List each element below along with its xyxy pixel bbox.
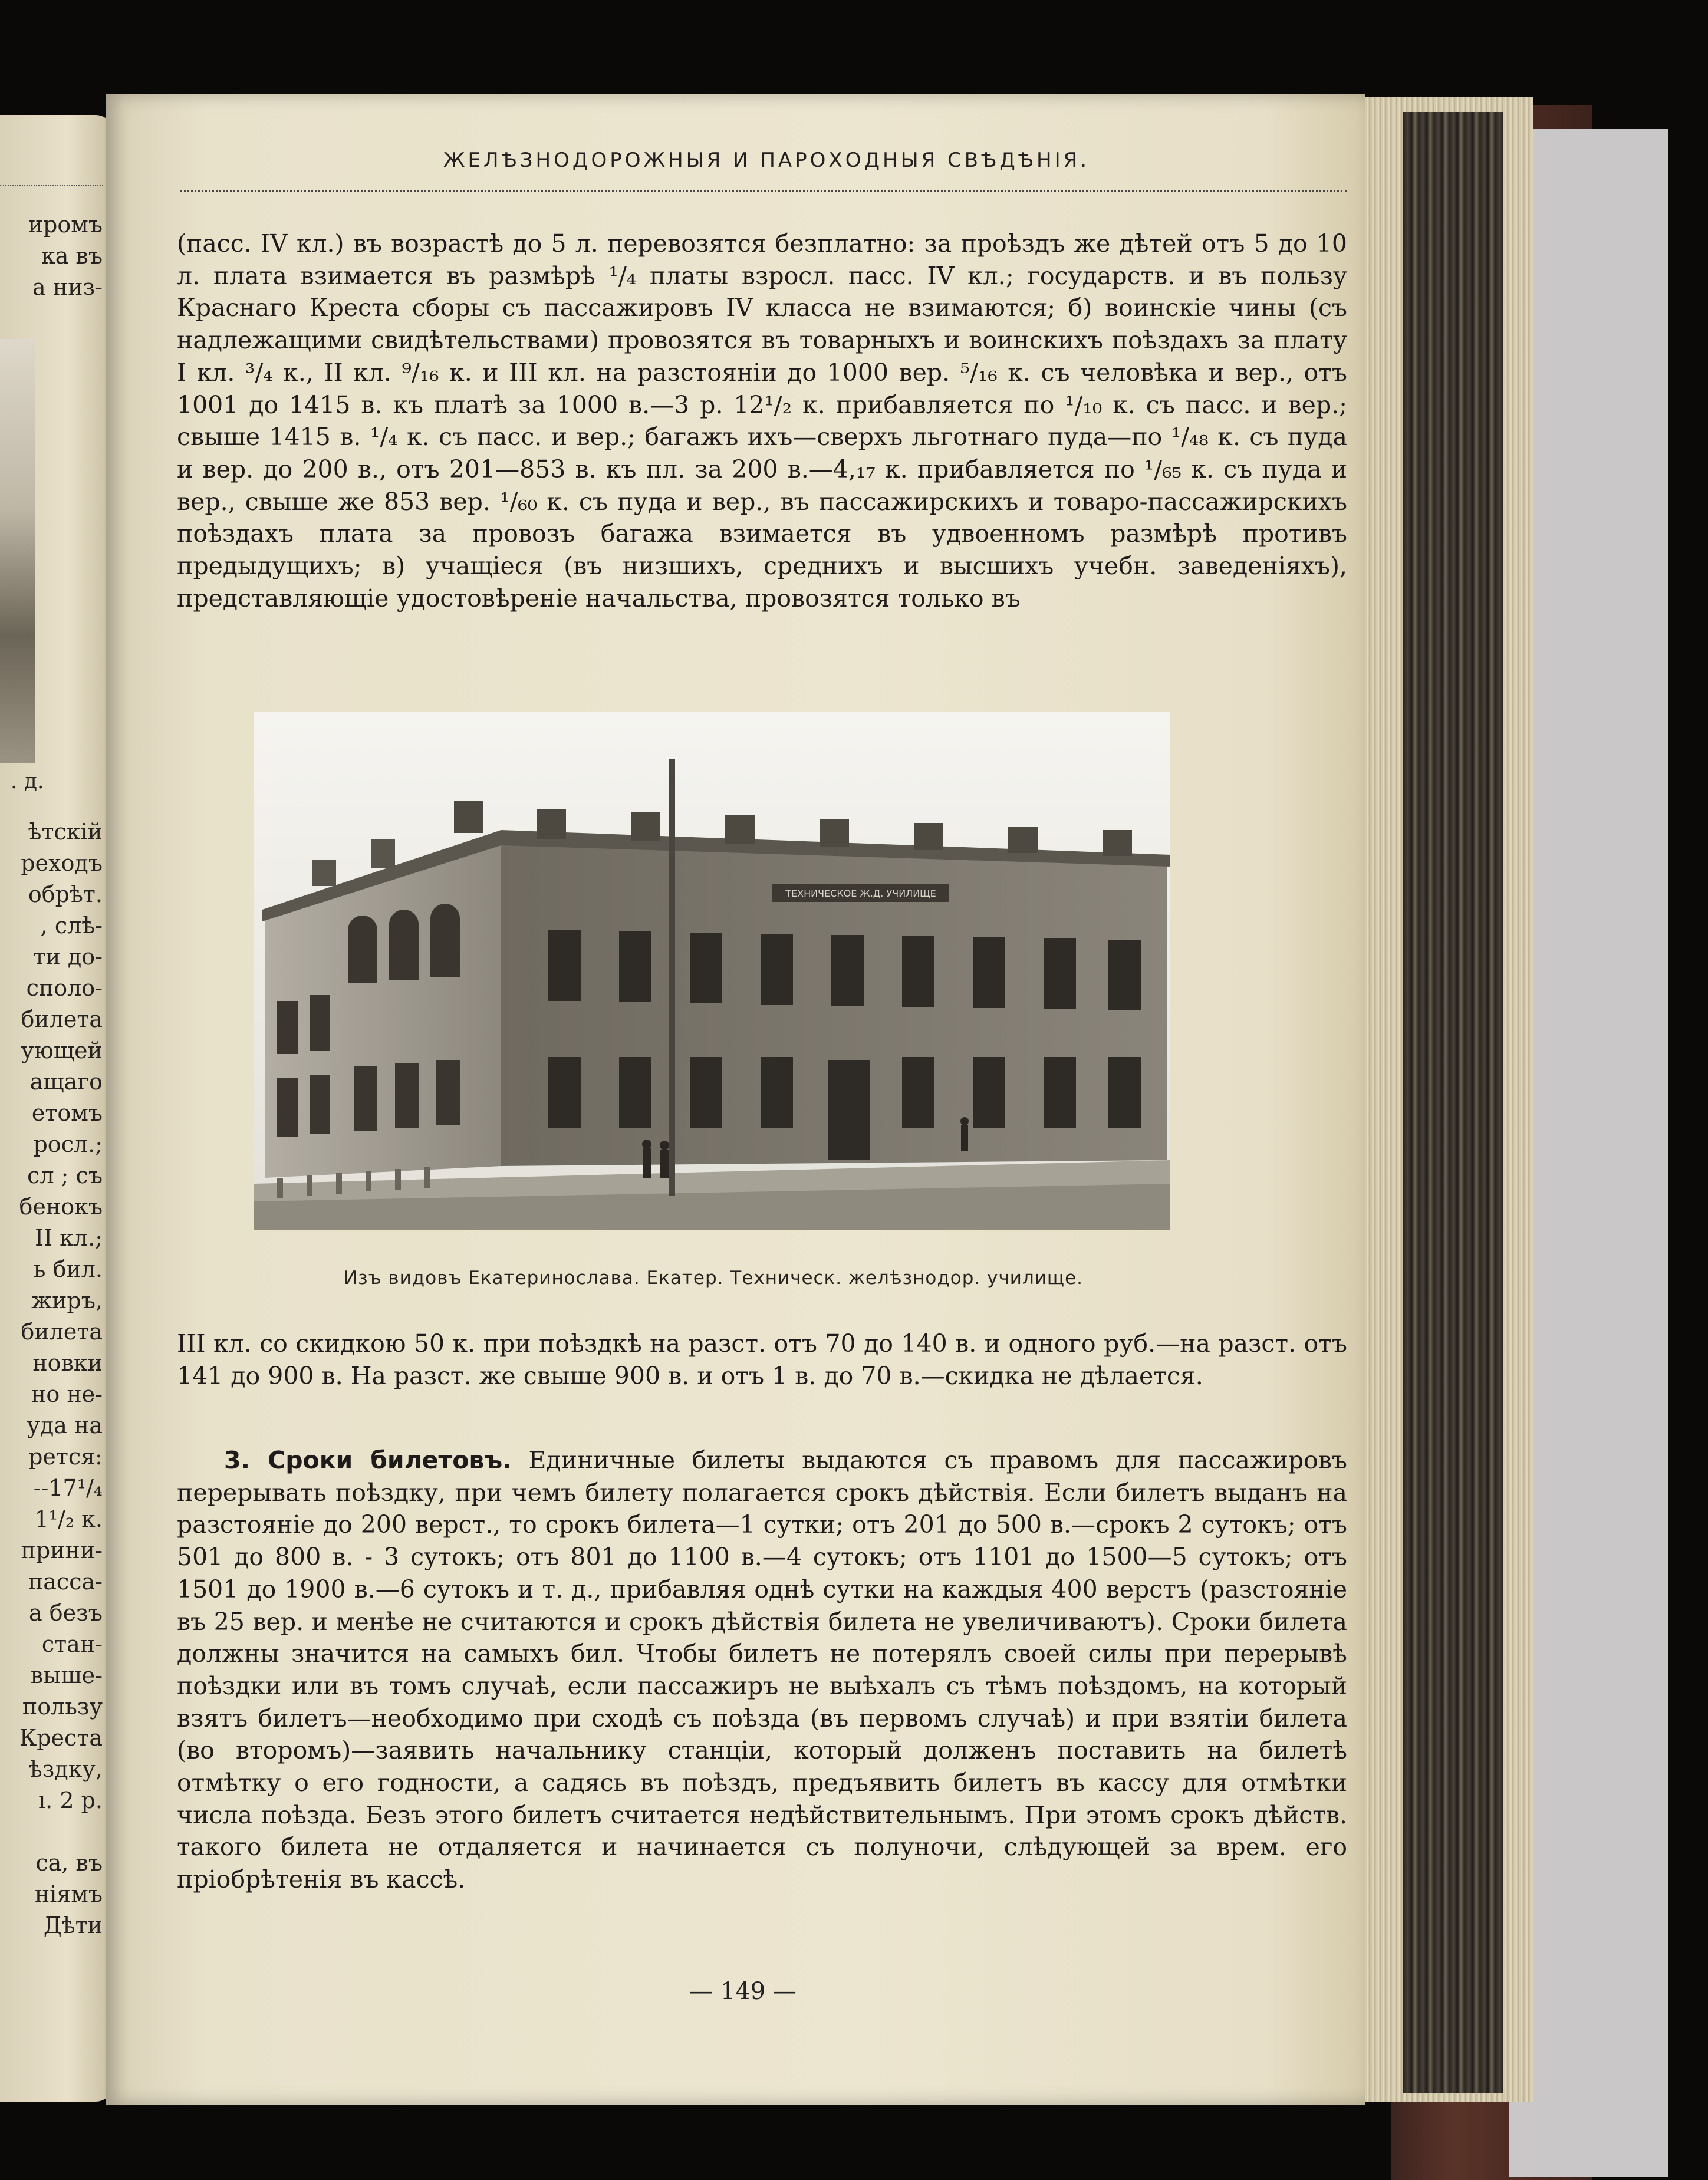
left-page-bottom-line: ь бил. [33,1256,103,1282]
left-page-bottom-line: но не- [31,1381,103,1407]
section-body: Единичные билеты выдаются съ правомъ для пассажировъ перерывать поѣздку, при чемъ билету полагается срокъ дѣйствія. Если билетъ выданъ на разстояніе до 200 верст., то срокъ билета—1 сутки; отъ 201 до 500 в.—срокъ 2 сутокъ; отъ 501 до 800 в. - 3 сутокъ; отъ 801 до 1100 в.—4 сутокъ; отъ 1101 до 1500—5 сутокъ; отъ 1501 до 1900 в.—6 сутокъ и т. д., прибавляя однѣ сутки на каждыя 400 верстъ (разстояніе въ 25 вер. и менѣе не считаются и срокъ дѣйствія билета не увеличиваютъ). Сроки билета должны значится на самыхъ бил. Чтобы билетъ не потерялъ своей силы при перерывѣ поѣздки или въ томъ случаѣ, если пассажиръ не выѣхалъ съ тѣмъ поѣздомъ, на который взятъ билетъ—необходимо при сходѣ съ поѣзда (въ первомъ случаѣ) и при взятіи билета (во второмъ)—заявить начальнику станціи, который долженъ поставить на билетѣ отмѣтку о его годности, а садясь въ поѣздъ, предъявить билетъ въ кассу для отмѣтки числа поѣзда. Безъ этого билетъ считается недѣйствительнымъ. При этомъ срокъ дѣйств. такого билета не отдаляется и начинается съ полуночи, слѣдующей за врем. его пріобрѣтенія въ кассѣ. [177,1446,1347,1894]
left-page-bottom-line: выше- [30,1662,103,1688]
left-photo-caption: . д. [11,769,44,793]
left-page-top-line: ка въ [41,243,103,269]
left-page-bottom-line: пасса- [28,1569,103,1595]
left-page-bottom-line: сл ; съ [27,1163,103,1188]
figure-photo [254,712,1170,1230]
left-page-bottom-line: билета [21,1319,103,1345]
book-spine-edge [1403,112,1503,2093]
left-page-bottom-line: реходъ [21,850,103,876]
page-number: — 149 — [689,1978,797,2005]
left-page-bottom-line: ти до- [33,944,103,970]
left-page-bottom-line: рется: [28,1444,103,1470]
left-page-bottom-line: пользу [22,1694,103,1720]
left-head-rule [0,179,103,186]
left-page-top-line: иромъ [28,212,103,238]
left-page-bottom-line: са, въ [35,1850,103,1876]
cover-endpaper [1509,129,1668,2177]
left-page-bottom-line: ащаго [29,1069,103,1095]
building-photo-illustration [254,712,1170,1230]
left-page-bottom-line: Креста [19,1725,103,1751]
left-page-bottom-line: стан- [41,1631,103,1657]
left-page-text-bottom [19,816,103,1941]
book-page [106,94,1365,2105]
left-page-bottom-line: ѣздку, [28,1756,103,1782]
left-page-bottom-line: Дѣти [43,1912,103,1938]
left-page-bottom-line: II кл.; [35,1225,103,1251]
left-page-text-top [28,209,103,303]
left-page-bottom-line: уда на [27,1412,103,1438]
left-page-bottom-line: росл.; [33,1131,103,1157]
left-page-bottom-line: --17¹/₄ [33,1475,103,1501]
left-page-bottom-line: ѣтскій [28,819,103,845]
left-page [0,115,113,2102]
left-page-bottom-line: новки [32,1350,103,1376]
left-page-bottom-line: ніямъ [34,1881,103,1907]
left-page-top-line: а низ- [32,274,103,300]
left-page-bottom-line: обрѣт. [28,881,103,907]
left-page-bottom-line: 1¹/₂ к. [34,1506,103,1532]
left-page-bottom-line: етомъ [31,1100,103,1126]
paragraph-fares: (пасс. IV кл.) въ возрастѣ до 5 л. перевозятся безплатно: за проѣздъ же дѣтей отъ 5 до 10 л. плата взимается въ размѣрѣ ¹/₄ платы взросл. пасс. IV кл.; государств. и въ пользу Краснаго Креста сборы съ пассажировъ IV класса не взимаются; б) воинскіе чины (съ надлежащими свидѣтельствами) провозятся въ товарныхъ и воинскихъ поѣздахъ за плату I кл. ³/₄ к., II кл. ⁹/₁₆ к. и III кл. на разстояніи до 1000 вер. ⁵/₁₆ к. съ человѣка и вер., отъ 1001 до 1415 в. къ платѣ за 1000 в.—3 р. 12¹/₂ к. прибавляется по ¹/₁₀ к. съ пасс. и вер.; свыше 1415 в. ¹/₄ к. съ пасс. и вер.; багажъ ихъ—сверхъ льготнаго пуда—по ¹/₄₈ к. съ пуда и вер. до 200 в., отъ 201—853 в. къ пл. за 200 в.—4,₁₇ к. прибавляется по ¹/₆₅ к. съ пуда и вер., свыше же 853 вер. ¹/₆₀ к. съ пуда и вер., въ пассажирскихъ и товаро-пассажирскихъ поѣздахъ плата за провозъ багажа взимается въ удвоенномъ размѣрѣ противъ предыдущихъ; в) учащіеся (въ низшихъ, среднихъ и высшихъ учебн. заведеніяхъ), представляющіе удостовѣреніе начальства, провозятся только въ [177,229,1347,612]
section-title: 3. Сроки билетовъ. [224,1446,512,1474]
sign-text: ТЕХНИЧЕСКОЕ Ж.Д. УЧИЛИЩЕ [785,888,936,899]
left-page-bottom-line: ı. 2 р. [38,1787,103,1813]
left-page-photo [0,339,35,763]
left-page-bottom-line: ующей [21,1038,103,1063]
left-page-bottom-line: , слѣ- [40,913,103,938]
left-page-bottom-line: споло- [26,975,103,1001]
left-page-bottom-line: билета [21,1006,103,1032]
left-page-bottom-line: а безъ [28,1600,103,1626]
figure-caption: Изъ видовъ Екатеринослава. Екатер. Техническ. желѣзнодор. училище. [343,1267,1084,1289]
left-page-bottom-line: прини- [21,1537,103,1563]
left-page-bottom-line: жиръ, [31,1287,103,1313]
head-rule [180,183,1347,192]
left-page-bottom-line [19,1816,103,1848]
paragraph-discount: III кл. со скидкою 50 к. при поѣздкѣ на разст. отъ 70 до 140 в. и одного руб.—на разст. отъ 141 до 900 в. На разст. же свыше 900 в. и отъ 1 в. до 70 в.—скидка не дѣлается. [177,1329,1347,1390]
running-head: ЖЕЛѢЗНОДОРОЖНЫЯ И ПАРОХОДНЫЯ СВѢДѢНІЯ. [443,149,1090,172]
left-page-bottom-line: бенокъ [19,1194,103,1220]
paragraph-ticket-terms [177,1444,1347,1896]
